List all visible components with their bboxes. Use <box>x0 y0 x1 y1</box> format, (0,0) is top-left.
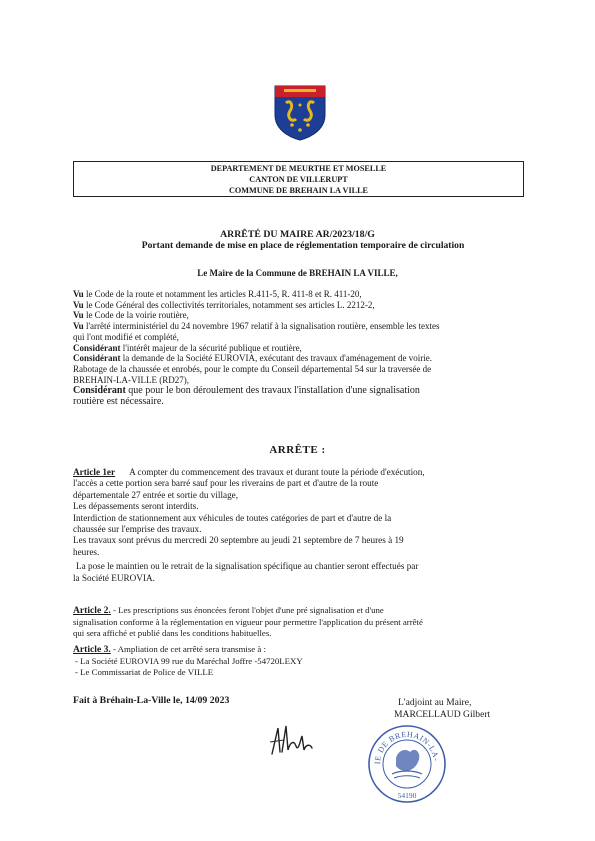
article-3 <box>73 644 528 677</box>
signatory-block <box>394 697 490 721</box>
coat-of-arms-icon <box>272 83 328 141</box>
visa-line: Vu l'arrêté interministériel du 24 novembre 1967 relatif à la signalisation routière, ensemble les textes <box>73 321 440 332</box>
visa-line: Considérant la demande de la Société EUROVIA, exécutant des travaux d'aménagement de voirie. <box>73 353 433 364</box>
visa-line: Rabotage de la chaussée et enrobés, pour le compte du Conseil départemental 54 sur la traversée de <box>73 363 432 374</box>
article-1-line: Interdiction de stationnement aux véhicules de toutes catégories de part et d'autre de la <box>73 512 392 523</box>
maire-line: Le Maire de la Commune de BREHAIN LA VILLE, <box>197 268 398 278</box>
visa-line: BREHAIN-LA-VILLE (RD27), <box>73 374 189 385</box>
article-2-label: Article 2. <box>73 605 111 616</box>
article-2-line: signalisation conforme à la réglementation en vigueur pour permettre l'application du présent arrêté <box>73 616 423 627</box>
visa-line: qui l'ont modifié et complété, <box>73 331 179 342</box>
visa-line: Vu le Code de la route et notamment les articles R.411-5, R. 411-8 et R. 411-20, <box>73 289 362 299</box>
article-1 <box>73 467 528 584</box>
visas-block <box>73 289 528 408</box>
article-2 <box>73 605 528 638</box>
article-1-label: Article 1er <box>73 467 116 477</box>
visa-line: Considérant l'intérêt majeur de la sécurité publique et routière, <box>73 342 302 353</box>
visa-line: Vu le Code Général des collectivités territoriales, notamment ses articles L. 2212-2, <box>73 299 375 310</box>
considerant-final: Considérant que pour le bon déroulement des travaux l'installation d'une signalisation <box>73 385 420 397</box>
signoff-line: Fait à Bréhain-La-Ville le, 14/09 2023 <box>73 695 230 706</box>
recipient-item: - La Société EUROVIA 99 rue du Maréchal Joffre -54720LEXY <box>75 655 303 666</box>
article-2-line: Article 2. - Les prescriptions sus énoncées feront l'objet d'une pré signalisation et d'une <box>73 605 384 616</box>
header-box <box>73 161 524 197</box>
signature-icon <box>266 722 316 760</box>
article-1-line: départementale 27 entrée et sortie du village, <box>73 489 239 500</box>
canton-name: CANTON DE VILLERUPT <box>249 175 348 184</box>
article-3-line: Article 3. - Ampliation de cet arrêté sera transmise à : <box>73 644 266 655</box>
article-1-line: l'accès a cette portion sera barré sauf pour les riverains de part et d'autre de la route <box>73 478 379 489</box>
article-1-line: la Société EUROVIA. <box>73 572 155 583</box>
article-1-line: La pose le maintien ou le retrait de la signalisation spécifique au chantier seront effectués par <box>76 561 419 572</box>
mairie-stamp-icon <box>366 722 448 806</box>
article-1-line: heures. <box>73 546 100 557</box>
commune-name: COMMUNE DE BREHAIN LA VILLE <box>228 186 369 195</box>
document-subtitle: Portant demande de mise en place de réglementation temporaire de circulation <box>141 240 465 251</box>
visa-line: Vu le Code de la voirie routière, <box>73 310 189 321</box>
article-2-line: qui sera affiché et publié dans les conditions habituelles. <box>73 627 272 638</box>
article-1-line: Les dépassements seront interdits. <box>73 501 199 512</box>
department-name: DEPARTEMENT DE MEURTHE ET MOSELLE <box>210 164 387 173</box>
article-1-line: chaussée sur l'emprise des travaux. <box>73 524 202 535</box>
article-3-label: Article 3. <box>73 644 111 655</box>
article-1-line: Article 1er A compter du commencement des travaux et durant toute la période d'exécution, <box>73 467 425 477</box>
stamp-text: IE DE BREHAIN-LA- <box>372 729 441 765</box>
recipient-item: - Le Commissariat de Police de VILLE <box>75 666 214 677</box>
signatory-name: MARCELLAUD Gilbert <box>394 709 491 720</box>
stamp-postcode: 54190 <box>397 791 417 800</box>
article-1-line: Les travaux sont prévus du mercredi 20 septembre au jeudi 21 septembre de 7 heures à 19 <box>73 535 404 546</box>
document-title: ARRÊTÉ DU MAIRE AR/2023/18/G <box>220 229 375 240</box>
signatory-role: L'adjoint au Maire, <box>398 697 472 708</box>
arrete-heading: ARRÊTE : <box>269 444 326 456</box>
considerant-final-cont: routière est nécessaire. <box>73 396 164 408</box>
